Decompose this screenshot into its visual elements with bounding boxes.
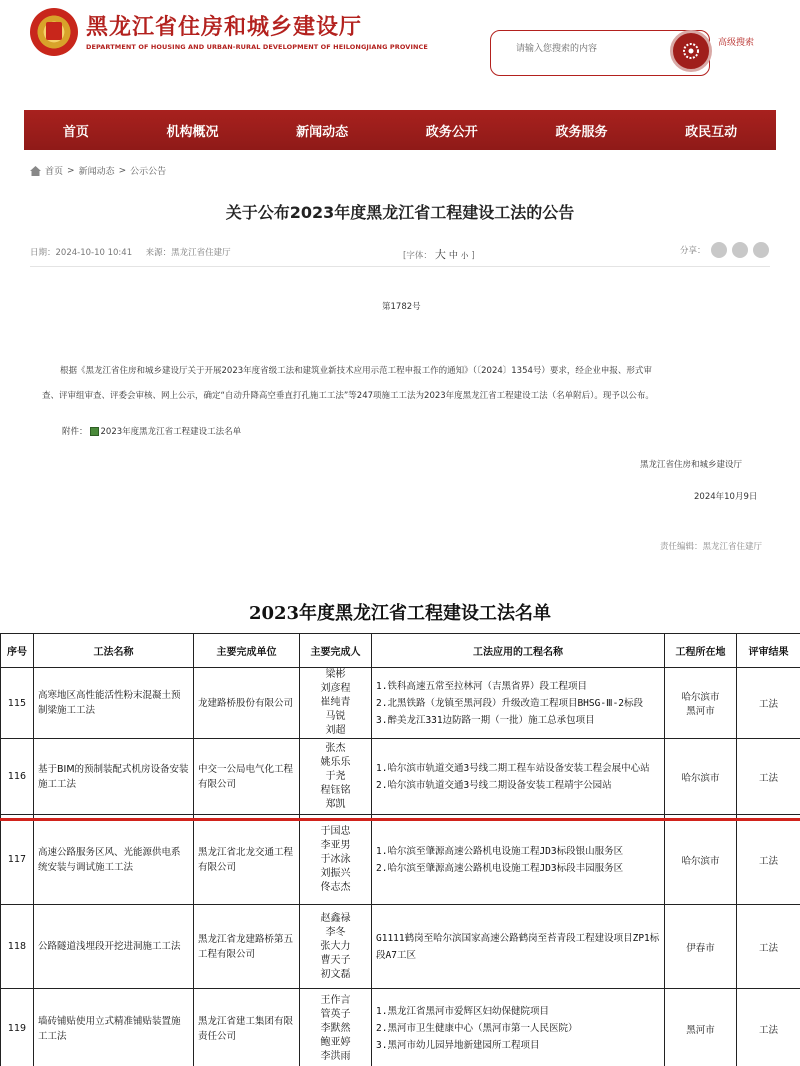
person-name: 张大力 <box>320 940 351 952</box>
font-size-close: ] <box>471 251 475 261</box>
breadcrumb-news[interactable]: 新闻动态 <box>78 167 115 177</box>
person-name: 于冰泳 <box>320 853 351 865</box>
cell-method-name: 墙砖铺贴使用立式精准铺贴装置施工工法 <box>34 989 194 1066</box>
location-name: 哈尔滨市 <box>681 692 720 703</box>
cell-projects <box>372 668 665 739</box>
table-row <box>1 905 800 989</box>
project-name: 1.哈尔滨市轨道交通3号线二期工程车站设备安装工程会展中心站 <box>376 762 650 774</box>
person-name: 刘彦程 <box>320 683 351 694</box>
header-people: 主要完成人 <box>300 634 372 668</box>
nav-item-news[interactable]: 新闻动态 <box>296 124 349 140</box>
cell-result: 工法 <box>737 989 800 1066</box>
site-subtitle: DEPARTMENT OF HOUSING AND URBAN-RURAL DEVELOPMENT OF HEILONGJIANG PROVINCE <box>86 43 428 51</box>
cell-unit: 黑龙江省北龙交通工程有限公司 <box>194 815 300 905</box>
header-result: 评审结果 <box>737 634 800 668</box>
font-size-small[interactable]: 小 <box>460 251 469 260</box>
person-name: 于国忠 <box>320 825 351 837</box>
share-bar <box>680 242 769 258</box>
person-name: 于尧 <box>325 770 346 782</box>
cell-people <box>300 905 372 989</box>
location-name: 黑河市 <box>686 706 715 717</box>
person-name: 李默然 <box>320 1022 351 1034</box>
cell-no: 116 <box>1 739 34 815</box>
person-name: 李亚男 <box>320 839 351 851</box>
table-row <box>1 739 800 815</box>
person-name: 马锐 <box>325 711 346 722</box>
meta-divider <box>30 266 770 267</box>
national-emblem-icon <box>30 8 78 56</box>
table-row <box>1 668 800 739</box>
person-name: 李冬 <box>325 926 346 938</box>
cell-location <box>665 989 737 1066</box>
body-paragraph-1: 根据《黑龙江省住房和城乡建设厅关于开展2023年度省级工法和建筑业新技术应用示范工程申报工作的通知》（〔2024〕1354号）要求，经企业申报、形式审 <box>60 366 652 376</box>
nav-item-services[interactable]: 政务服务 <box>555 124 608 140</box>
cell-people <box>300 989 372 1066</box>
site-header <box>0 0 800 105</box>
article-source: 来源：黑龙江省住建厅 <box>145 248 231 258</box>
cell-result: 工法 <box>737 905 800 989</box>
breadcrumb-separator: > <box>118 165 127 176</box>
cell-no: 115 <box>1 668 34 739</box>
cell-result: 工法 <box>737 739 800 815</box>
nav-item-organization[interactable]: 机构概况 <box>166 124 219 140</box>
cell-location <box>665 815 737 905</box>
cell-people <box>300 739 372 815</box>
document-number: 第1782号 <box>382 302 421 312</box>
breadcrumb <box>30 164 166 177</box>
excel-file-icon <box>90 427 99 436</box>
home-icon <box>30 166 41 176</box>
project-name: 1.黑龙江省黑河市爱辉区妇幼保健院项目 <box>376 1006 549 1017</box>
person-name: 管英子 <box>320 1008 351 1020</box>
header-method-name: 工法名称 <box>34 634 194 668</box>
location-name: 黑河市 <box>686 1024 715 1036</box>
signing-date: 2024年10月9日 <box>694 492 758 502</box>
font-size-medium[interactable]: 中 <box>448 251 458 261</box>
responsible-editor: 责任编辑：黑龙江省住建厅 <box>660 542 763 552</box>
person-name: 郑凯 <box>325 798 346 810</box>
site-title[interactable]: 黑龙江省住房和城乡建设厅 <box>86 15 363 40</box>
font-size-label: [字体： <box>403 251 432 261</box>
cell-people <box>300 815 372 905</box>
main-nav <box>24 110 776 150</box>
table-row <box>1 989 800 1066</box>
project-name: 3.醉美龙江331边防路一期（一批）施工总承包项目 <box>376 714 595 726</box>
person-name: 赵鑫禄 <box>320 912 351 924</box>
project-name: 2.哈尔滨市轨道交通3号线二期设备安装工程靖宇公园站 <box>376 779 612 791</box>
person-name: 李洪雨 <box>320 1050 351 1062</box>
share-label: 分享： <box>680 246 706 256</box>
person-name: 鲍亚婷 <box>320 1036 351 1048</box>
signing-organization: 黑龙江省住房和城乡建设厅 <box>640 460 743 470</box>
person-name: 刘超 <box>325 725 346 736</box>
location-name: 哈尔滨市 <box>681 855 720 867</box>
person-name: 曹天子 <box>320 954 351 966</box>
project-name: 1.铁科高速五常至拉林河（吉黑省界）段工程项目 <box>376 680 587 692</box>
search-button[interactable] <box>670 30 712 72</box>
project-name: G1111鹤岗至哈尔滨国家高速公路鹤岗至苔青段工程建设项目ZP1标段A7工区 <box>376 932 660 961</box>
location-name: 哈尔滨市 <box>681 772 720 784</box>
article-title: 关于公布2023年度黑龙江省工程建设工法的公告 <box>225 203 575 222</box>
methods-table <box>0 633 800 1066</box>
cell-method-name: 基于BIM的预制装配式机房设备安装施工工法 <box>34 739 194 815</box>
table-title: 2023年度黑龙江省工程建设工法名单 <box>248 603 552 624</box>
breadcrumb-home[interactable]: 首页 <box>45 167 64 177</box>
person-name: 佟志杰 <box>320 881 351 893</box>
search-input[interactable] <box>516 40 656 58</box>
attachment-label: 附件： <box>62 427 88 437</box>
weibo-share-icon[interactable] <box>732 242 748 258</box>
body-paragraph-2: 查、评审组审查、评委会审核、网上公示，确定“自动升降高空垂直打孔施工工法”等247项施工工法为2023年度黑龙江省工程建设工法（名单附后）。现予以公布。 <box>42 391 654 401</box>
person-name: 梁彬 <box>325 669 346 680</box>
project-name: 2.北黑铁路（龙镇至黑河段）升级改造工程项目BHSG-Ⅲ-2标段 <box>376 697 644 709</box>
breadcrumb-announcements[interactable]: 公示公告 <box>130 167 167 177</box>
cell-people <box>300 668 372 739</box>
wechat-share-icon[interactable] <box>711 242 727 258</box>
cell-projects <box>372 905 665 989</box>
person-name: 初文磊 <box>320 968 351 980</box>
cell-result: 工法 <box>737 668 800 739</box>
attachment <box>62 425 241 437</box>
cell-location <box>665 905 737 989</box>
cell-method-name: 公路隧道浅埋段开挖进洞施工工法 <box>34 905 194 989</box>
table-row <box>1 815 800 905</box>
article-meta <box>30 246 231 258</box>
font-size-controls <box>403 246 475 262</box>
red-separator-line <box>0 818 800 821</box>
table-header-row <box>1 634 800 668</box>
cell-unit: 龙建路桥股份有限公司 <box>194 668 300 739</box>
nav-item-home[interactable]: 首页 <box>62 124 89 140</box>
cell-no: 117 <box>1 815 34 905</box>
breadcrumb-separator: > <box>67 165 75 176</box>
advanced-search-link[interactable]: 高级搜索 <box>718 38 755 48</box>
project-name: 2.黑河市卫生健康中心（黑河市第一人民医院） <box>376 1023 578 1034</box>
location-name: 伊春市 <box>686 942 715 954</box>
cell-projects <box>372 989 665 1066</box>
search-icon <box>680 40 702 62</box>
qzone-share-icon[interactable] <box>753 242 769 258</box>
project-name: 3.黑河市幼儿园异地新建园所工程项目 <box>376 1040 540 1051</box>
project-name: 2.哈尔滨至肇源高速公路机电设施工程JD3标段丰园服务区 <box>376 862 624 874</box>
cell-unit: 黑龙江省龙建路桥第五工程有限公司 <box>194 905 300 989</box>
cell-method-name: 高速公路服务区风、光能源供电系统安装与调试施工工法 <box>34 815 194 905</box>
article-date: 日期：2024-10-10 10:41 <box>30 248 133 258</box>
person-name: 王作言 <box>320 994 351 1006</box>
attachment-table-image <box>0 597 800 1066</box>
cell-projects <box>372 815 665 905</box>
cell-method-name: 高寒地区高性能活性粉末混凝土预制梁施工工法 <box>34 668 194 739</box>
cell-no: 119 <box>1 989 34 1066</box>
cell-no: 118 <box>1 905 34 989</box>
header-projects: 工法应用的工程名称 <box>372 634 665 668</box>
person-name: 崔纯青 <box>320 697 351 708</box>
person-name: 程钰铭 <box>320 784 351 796</box>
cell-projects <box>372 739 665 815</box>
header-unit: 主要完成单位 <box>194 634 300 668</box>
cell-location <box>665 739 737 815</box>
person-name: 刘振兴 <box>320 867 351 879</box>
person-name: 姚乐乐 <box>320 756 351 768</box>
font-size-large[interactable]: 大 <box>434 248 446 261</box>
attachment-link[interactable]: 2023年度黑龙江省工程建设工法名单 <box>100 427 242 437</box>
cell-unit: 黑龙江省建工集团有限责任公司 <box>194 989 300 1066</box>
project-name: 1.哈尔滨至肇源高速公路机电设施工程JD3标段银山服务区 <box>376 845 624 857</box>
cell-unit: 中交一公局电气化工程有限公司 <box>194 739 300 815</box>
cell-result: 工法 <box>737 815 800 905</box>
nav-item-interaction[interactable]: 政民互动 <box>685 124 738 140</box>
header-location: 工程所在地 <box>665 634 737 668</box>
person-name: 张杰 <box>325 742 346 754</box>
nav-item-government-affairs[interactable]: 政务公开 <box>425 124 478 140</box>
header-no: 序号 <box>1 634 34 668</box>
cell-location <box>665 668 737 739</box>
